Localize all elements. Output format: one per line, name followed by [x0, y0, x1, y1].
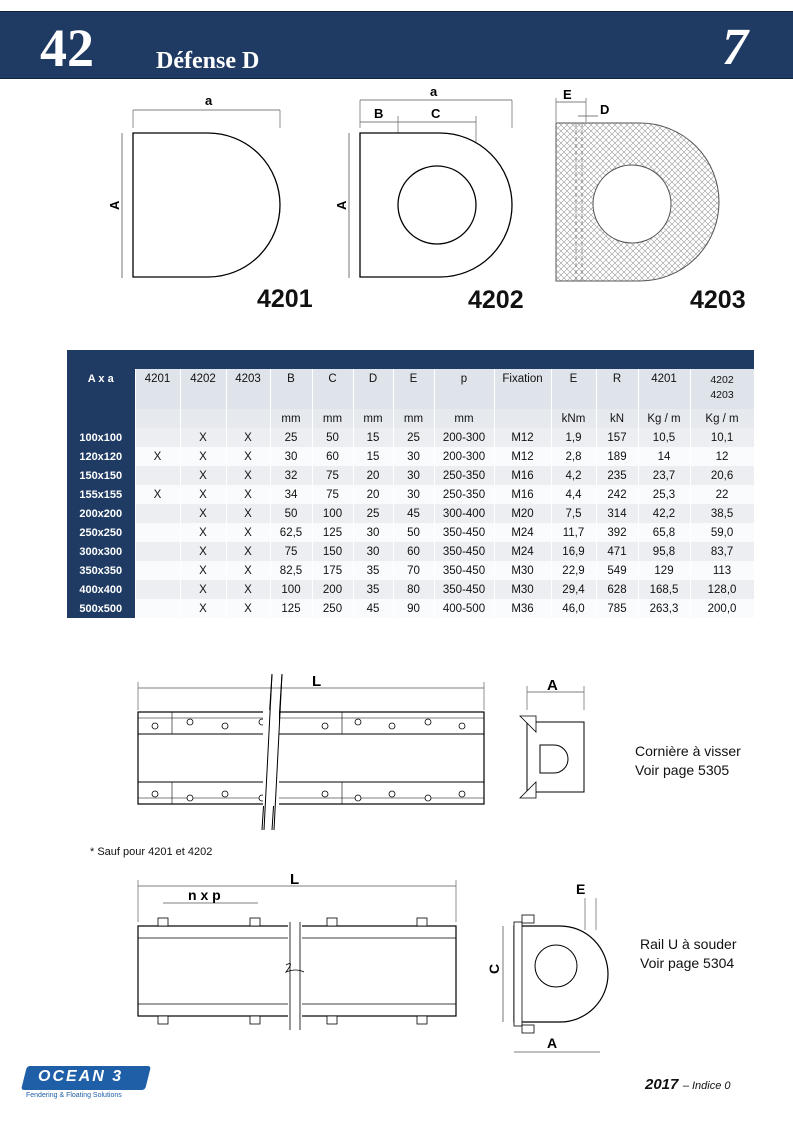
table-cell: X	[180, 447, 226, 466]
table-cell: 60	[312, 447, 353, 466]
table-cell	[135, 523, 180, 542]
table-cell: 82,5	[270, 561, 312, 580]
corniere-side-drawing	[138, 673, 484, 830]
table-cell: 350-450	[434, 542, 494, 561]
table-row	[67, 504, 754, 523]
dim-nxp-label: n x p	[188, 887, 221, 903]
table-cell: M12	[494, 428, 551, 447]
table-cell	[135, 542, 180, 561]
table-cell: X	[180, 466, 226, 485]
table-cell: 29,4	[551, 580, 596, 599]
table-cell: X	[180, 561, 226, 580]
table-cell: 15	[353, 447, 393, 466]
table-cell: 263,3	[638, 599, 690, 618]
table-cell: X	[180, 599, 226, 618]
table-cell: 100	[270, 580, 312, 599]
table-cell: X	[180, 580, 226, 599]
table-cell: 30	[393, 485, 434, 504]
table-cell: X	[226, 523, 270, 542]
table-cell: X	[135, 485, 180, 504]
page-title: Défense D	[156, 48, 260, 74]
table-cell: M24	[494, 523, 551, 542]
table-cell: 125	[270, 599, 312, 618]
table-cell: 10,1	[690, 428, 754, 447]
table-cell: 62,5	[270, 523, 312, 542]
table-cell: 25	[393, 428, 434, 447]
table-cell: 189	[596, 447, 638, 466]
table-cell	[135, 599, 180, 618]
table-cell: 168,5	[638, 580, 690, 599]
table-cell: M30	[494, 561, 551, 580]
table-cell: 83,7	[690, 542, 754, 561]
table-cell: 7,5	[551, 504, 596, 523]
table-cell: 200-300	[434, 447, 494, 466]
corniere-caption: Cornière à visser Voir page 5305	[635, 743, 741, 778]
rail-caption: Rail U à souder Voir page 5304	[640, 936, 737, 971]
size-cell: 350x350	[67, 561, 135, 580]
table-cell: 12	[690, 447, 754, 466]
table-cell: M16	[494, 466, 551, 485]
model-label-4202: 4202	[468, 286, 524, 314]
table-cell: 785	[596, 599, 638, 618]
table-cell: 100	[312, 504, 353, 523]
table-cell	[135, 466, 180, 485]
size-cell: 100x100	[67, 428, 135, 447]
table-cell: 2,8	[551, 447, 596, 466]
dim-E-label: E	[563, 87, 572, 102]
table-cell: 30	[393, 466, 434, 485]
model-label-4201: 4201	[257, 285, 313, 313]
table-cell: 25	[270, 428, 312, 447]
table-cell: 35	[353, 561, 393, 580]
table-cell: 60	[393, 542, 434, 561]
size-cell: 250x250	[67, 523, 135, 542]
spec-table	[67, 350, 755, 618]
table-cell: X	[226, 428, 270, 447]
table-cell	[135, 428, 180, 447]
table-cell: X	[180, 523, 226, 542]
page-number: 7	[722, 19, 748, 76]
table-cell: 95,8	[638, 542, 690, 561]
table-cell: 392	[596, 523, 638, 542]
table-cell: 20	[353, 485, 393, 504]
table-cell: 22,9	[551, 561, 596, 580]
logo-tagline: Fendering & Floating Solutions	[26, 1092, 122, 1099]
table-cell: 250-350	[434, 466, 494, 485]
svg-text:A: A	[334, 200, 349, 210]
rail-end-drawing	[486, 881, 608, 1052]
dim-a-label: a	[205, 93, 213, 108]
table-cell: M24	[494, 542, 551, 561]
table-row	[67, 542, 754, 561]
dim-C-label: C	[431, 106, 441, 121]
table-cell: 235	[596, 466, 638, 485]
mounting-drawings	[0, 660, 793, 1060]
table-cell: 25	[353, 504, 393, 523]
table-cell: 471	[596, 542, 638, 561]
dim-D-label: D	[600, 102, 610, 117]
table-cell: 400-500	[434, 599, 494, 618]
table-cell: 75	[312, 485, 353, 504]
table-cell: 250-350	[434, 485, 494, 504]
table-cell: X	[180, 485, 226, 504]
section-number: 42	[40, 18, 94, 78]
table-cell: X	[226, 485, 270, 504]
page-header	[0, 11, 793, 79]
table-cell: 549	[596, 561, 638, 580]
table-cell: 25,3	[638, 485, 690, 504]
table-cell: 50	[312, 428, 353, 447]
profile-4203-drawing	[556, 87, 719, 281]
table-cell: 46,0	[551, 599, 596, 618]
table-cell: M12	[494, 447, 551, 466]
table-cell: 200-300	[434, 428, 494, 447]
table-cell: 129	[638, 561, 690, 580]
profile-drawings	[0, 80, 793, 320]
logo-text: OCEAN 3	[38, 1068, 124, 1085]
dim-C-label-rail: C	[486, 963, 502, 974]
table-cell: X	[226, 542, 270, 561]
model-label-4203: 4203	[690, 286, 746, 314]
table-cell: X	[226, 504, 270, 523]
table-cell: 15	[353, 428, 393, 447]
table-cell: 30	[353, 523, 393, 542]
table-cell: 75	[312, 466, 353, 485]
table-row	[67, 523, 754, 542]
table-cell: X	[226, 580, 270, 599]
table-cell: M30	[494, 580, 551, 599]
table-cell: 14	[638, 447, 690, 466]
svg-text:E: E	[576, 881, 586, 897]
table-cell: 90	[393, 599, 434, 618]
table-cell: 11,7	[551, 523, 596, 542]
table-cell: 75	[270, 542, 312, 561]
table-cell: 314	[596, 504, 638, 523]
footnote: * Sauf pour 4201 et 4202	[90, 846, 213, 858]
corniere-end-drawing	[520, 677, 584, 798]
table-cell: M36	[494, 599, 551, 618]
table-cell: 80	[393, 580, 434, 599]
size-cell: 400x400	[67, 580, 135, 599]
table-cell: 42,2	[638, 504, 690, 523]
size-cell: 155x155	[67, 485, 135, 504]
table-cell: 59,0	[690, 523, 754, 542]
size-cell: 120x120	[67, 447, 135, 466]
rail-side-drawing	[138, 871, 456, 1030]
table-cell: 242	[596, 485, 638, 504]
svg-text:a: a	[430, 84, 438, 99]
table-cell: 20,6	[690, 466, 754, 485]
size-cell: 500x500	[67, 599, 135, 618]
table-cell: 10,5	[638, 428, 690, 447]
table-cell: 350-450	[434, 580, 494, 599]
table-row	[67, 580, 754, 599]
table-cell	[135, 580, 180, 599]
table-cell: 34	[270, 485, 312, 504]
table-cell: 23,7	[638, 466, 690, 485]
table-row	[67, 561, 754, 580]
svg-text:A: A	[547, 1035, 558, 1051]
table-units-row: mm mm mm mm mm kNm kN Kg / m Kg / m	[67, 409, 754, 428]
table-cell: 65,8	[638, 523, 690, 542]
table-cell: X	[226, 447, 270, 466]
table-cell	[135, 561, 180, 580]
table-cell: 45	[393, 504, 434, 523]
table-cell: 350-450	[434, 523, 494, 542]
table-cell: 128,0	[690, 580, 754, 599]
table-cell: M16	[494, 485, 551, 504]
table-cell: 200,0	[690, 599, 754, 618]
table-cell: X	[180, 428, 226, 447]
table-cell: X	[226, 599, 270, 618]
table-cell: 4,4	[551, 485, 596, 504]
table-cell: 22	[690, 485, 754, 504]
table-cell: 35	[353, 580, 393, 599]
table-cell: X	[135, 447, 180, 466]
profile-4201-drawing	[107, 93, 280, 278]
company-logo	[24, 1066, 154, 1102]
svg-text:L: L	[290, 871, 300, 888]
table-header-row: A x a 4201 4202 4203 B C D E p Fixation E R 4201 4202 4203	[67, 369, 754, 409]
table-cell: 70	[393, 561, 434, 580]
table-title-bar	[67, 350, 754, 369]
table-cell: 113	[690, 561, 754, 580]
table-row	[67, 428, 754, 447]
table-row	[67, 447, 754, 466]
table-cell: X	[226, 561, 270, 580]
table-cell: 16,9	[551, 542, 596, 561]
table-row	[67, 485, 754, 504]
table-row	[67, 599, 754, 618]
table-cell: 20	[353, 466, 393, 485]
table-cell: 30	[393, 447, 434, 466]
size-cell: 300x300	[67, 542, 135, 561]
size-cell: 200x200	[67, 504, 135, 523]
table-cell: 300-400	[434, 504, 494, 523]
table-cell: 200	[312, 580, 353, 599]
profile-4202-drawing	[334, 84, 512, 278]
table-cell: X	[180, 542, 226, 561]
table-cell: 50	[393, 523, 434, 542]
table-cell: 150	[312, 542, 353, 561]
dim-B-label: B	[374, 106, 384, 121]
table-cell: 38,5	[690, 504, 754, 523]
table-cell: X	[180, 504, 226, 523]
table-cell: M20	[494, 504, 551, 523]
dim-L-label: L	[312, 673, 322, 690]
table-cell: 32	[270, 466, 312, 485]
footer-revision: 2017 – Indice 0	[645, 1076, 731, 1093]
table-cell: 125	[312, 523, 353, 542]
size-cell: 150x150	[67, 466, 135, 485]
table-cell: 50	[270, 504, 312, 523]
table-cell: 250	[312, 599, 353, 618]
table-cell: 628	[596, 580, 638, 599]
dim-A-label: A	[107, 200, 122, 210]
table-cell: 45	[353, 599, 393, 618]
table-row	[67, 466, 754, 485]
table-cell: 350-450	[434, 561, 494, 580]
svg-text:A: A	[547, 677, 558, 694]
table-cell: 4,2	[551, 466, 596, 485]
table-cell: 1,9	[551, 428, 596, 447]
table-cell: 175	[312, 561, 353, 580]
table-cell	[135, 504, 180, 523]
table-cell: X	[226, 466, 270, 485]
table-cell: 30	[353, 542, 393, 561]
table-cell: 157	[596, 428, 638, 447]
table-cell: 30	[270, 447, 312, 466]
